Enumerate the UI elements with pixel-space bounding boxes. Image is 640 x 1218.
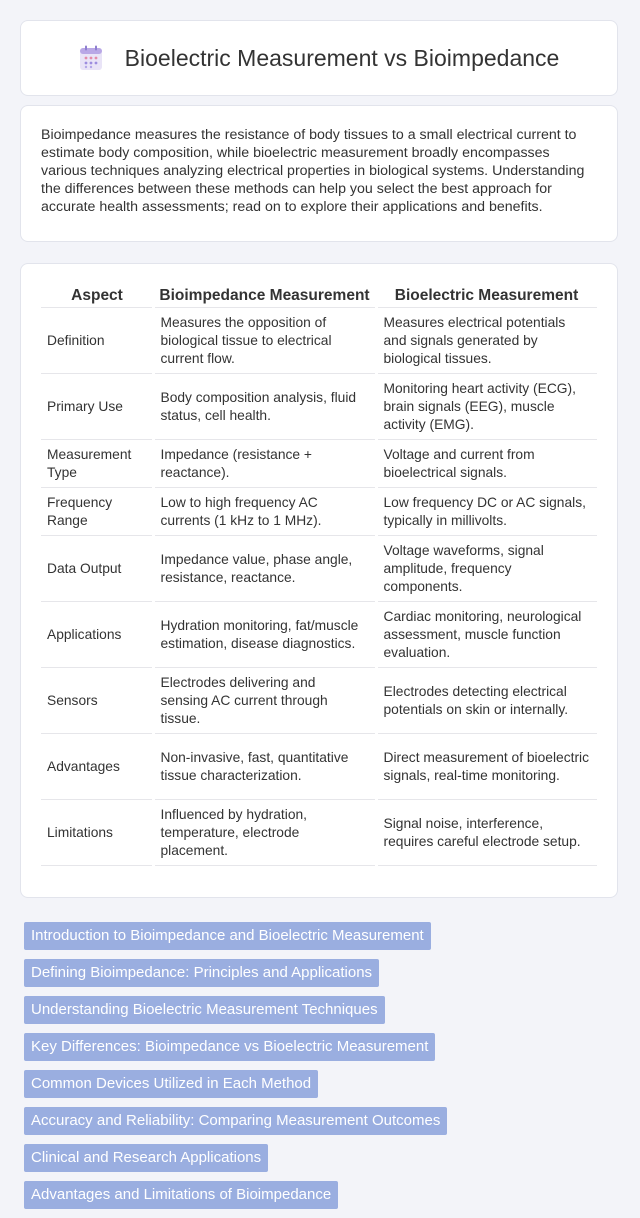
table-row <box>41 440 597 488</box>
table-cell: Measures the opposition of biological tissue to electrical current flow. <box>153 308 376 374</box>
table-cell: Impedance value, phase angle, resistance, reactance. <box>153 536 376 602</box>
table-row <box>41 800 597 866</box>
table-cell: Voltage and current from bioelectrical signals. <box>376 440 597 488</box>
topic-link-list <box>24 922 624 1218</box>
table-row <box>41 308 597 374</box>
intro-text: Bioimpedance measures the resistance of body tissues to a small electrical current to estimate body composition, while bioelectric measurement broadly encompasses various techniques analyzing electrical properties in biological systems. Understanding the differences between these methods can help you select the best approach for accurate health assessments; read on to explore their applications and benefits. <box>41 127 585 215</box>
topic-link[interactable]: Key Differences: Bioimpedance vs Bioelectric Measurement <box>24 1033 435 1061</box>
comparison-table-card <box>20 263 618 898</box>
table-cell: Direct measurement of bioelectric signals, real-time monitoring. <box>376 734 597 800</box>
table-row <box>41 734 597 800</box>
table-cell: Voltage waveforms, signal amplitude, frequency components. <box>376 536 597 602</box>
column-header: Bioimpedance Measurement <box>153 286 376 308</box>
table-cell: Definition <box>41 308 153 374</box>
table-row <box>41 374 597 440</box>
table-cell: Impedance (resistance + reactance). <box>153 440 376 488</box>
table-cell: Measurement Type <box>41 440 153 488</box>
title-card <box>20 20 618 96</box>
calendar-grid-icon <box>79 45 103 71</box>
table-row <box>41 488 597 536</box>
table-row <box>41 602 597 668</box>
table-cell: Cardiac monitoring, neurological assessment, muscle function evaluation. <box>376 602 597 668</box>
table-cell: Electrodes detecting electrical potentials on skin or internally. <box>376 668 597 734</box>
table-cell: Frequency Range <box>41 488 153 536</box>
table-cell: Influenced by hydration, temperature, electrode placement. <box>153 800 376 866</box>
table-cell: Measures electrical potentials and signals generated by biological tissues. <box>376 308 597 374</box>
table-cell: Applications <box>41 602 153 668</box>
topic-link[interactable]: Common Devices Utilized in Each Method <box>24 1070 318 1098</box>
topic-link[interactable]: Understanding Bioelectric Measurement Techniques <box>24 996 385 1024</box>
table-cell: Hydration monitoring, fat/muscle estimation, disease diagnostics. <box>153 602 376 668</box>
table-cell: Limitations <box>41 800 153 866</box>
topic-link[interactable]: Accuracy and Reliability: Comparing Measurement Outcomes <box>24 1107 447 1135</box>
intro-card <box>20 105 618 242</box>
page-title: Bioelectric Measurement vs Bioimpedance <box>124 44 560 71</box>
topic-link[interactable]: Defining Bioimpedance: Principles and Applications <box>24 959 379 987</box>
table-cell: Data Output <box>41 536 153 602</box>
table-cell: Low frequency DC or AC signals, typically in millivolts. <box>376 488 597 536</box>
comparison-table <box>41 286 597 866</box>
table-cell: Non-invasive, fast, quantitative tissue characterization. <box>153 734 376 800</box>
table-cell: Monitoring heart activity (ECG), brain signals (EEG), muscle activity (EMG). <box>376 374 597 440</box>
topic-link[interactable]: Clinical and Research Applications <box>24 1144 268 1172</box>
table-row <box>41 536 597 602</box>
table-cell: Electrodes delivering and sensing AC current through tissue. <box>153 668 376 734</box>
table-cell: Primary Use <box>41 374 153 440</box>
table-cell: Body composition analysis, fluid status, cell health. <box>153 374 376 440</box>
table-cell: Low to high frequency AC currents (1 kHz to 1 MHz). <box>153 488 376 536</box>
table-row <box>41 668 597 734</box>
table-header-row <box>41 286 597 308</box>
column-header: Bioelectric Measurement <box>376 286 597 308</box>
topic-link[interactable]: Advantages and Limitations of Bioimpedance <box>24 1181 338 1209</box>
table-cell: Sensors <box>41 668 153 734</box>
topic-link[interactable]: Introduction to Bioimpedance and Bioelectric Measurement <box>24 922 431 950</box>
column-header: Aspect <box>41 286 153 308</box>
table-cell: Signal noise, interference, requires careful electrode setup. <box>376 800 597 866</box>
table-cell: Advantages <box>41 734 153 800</box>
